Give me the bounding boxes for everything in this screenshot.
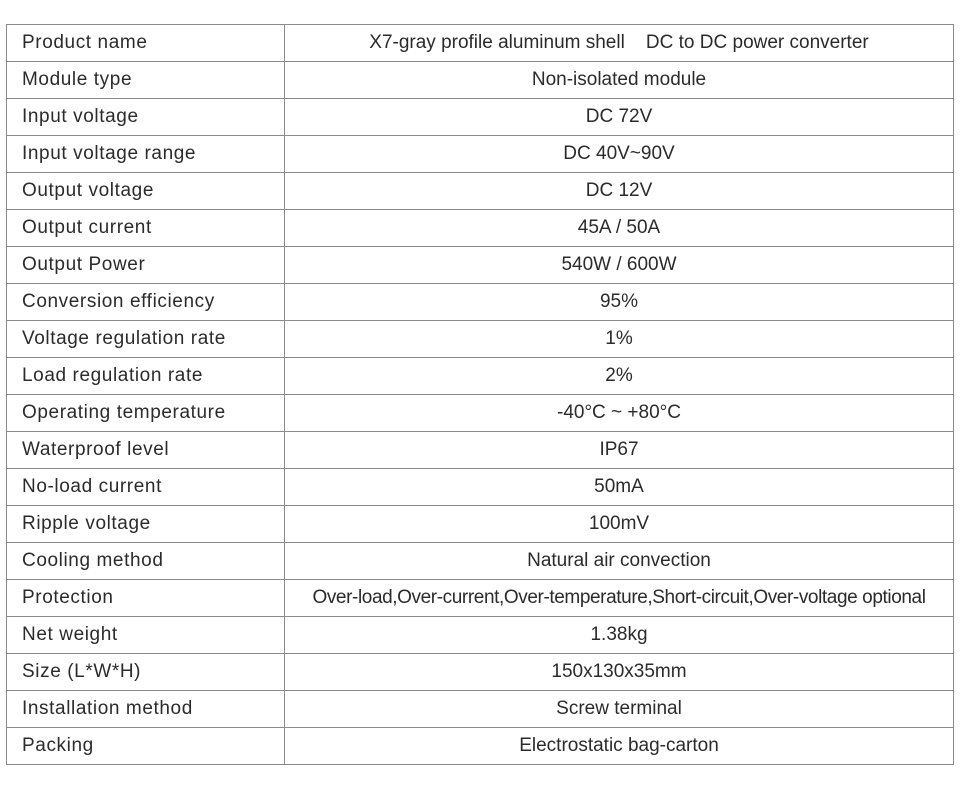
spec-value: 50mA [285, 469, 954, 506]
spec-value: 540W / 600W [285, 247, 954, 284]
spec-table [6, 24, 954, 765]
spec-value: 1% [285, 321, 954, 358]
spec-value: 95% [285, 284, 954, 321]
spec-label: Input voltage range [7, 136, 285, 173]
spec-value: DC 40V~90V [285, 136, 954, 173]
spec-value: IP67 [285, 432, 954, 469]
table-row [7, 99, 954, 136]
table-row [7, 284, 954, 321]
spec-value: DC 12V [285, 173, 954, 210]
spec-value: 1.38kg [285, 617, 954, 654]
spec-label: Size (L*W*H) [7, 654, 285, 691]
table-row [7, 691, 954, 728]
table-row [7, 469, 954, 506]
table-row [7, 173, 954, 210]
spec-label: Module type [7, 62, 285, 99]
table-row [7, 25, 954, 62]
spec-label: Cooling method [7, 543, 285, 580]
spec-value: DC 72V [285, 99, 954, 136]
spec-value: Over-load,Over-current,Over-temperature,Short-circuit,Over-voltage optional [285, 580, 954, 617]
table-row [7, 136, 954, 173]
table-row [7, 247, 954, 284]
table-row [7, 728, 954, 765]
spec-label: Output Power [7, 247, 285, 284]
spec-value: 150x130x35mm [285, 654, 954, 691]
spec-value: 45A / 50A [285, 210, 954, 247]
table-row [7, 506, 954, 543]
spec-label: Operating temperature [7, 395, 285, 432]
spec-label: Conversion efficiency [7, 284, 285, 321]
spec-value: 100mV [285, 506, 954, 543]
table-row [7, 654, 954, 691]
table-row [7, 321, 954, 358]
spec-value: Screw terminal [285, 691, 954, 728]
spec-label: Input voltage [7, 99, 285, 136]
spec-label: Output voltage [7, 173, 285, 210]
spec-label: No-load current [7, 469, 285, 506]
spec-value: -40°C ~ +80°C [285, 395, 954, 432]
spec-label: Ripple voltage [7, 506, 285, 543]
table-row [7, 617, 954, 654]
spec-value: Electrostatic bag-carton [285, 728, 954, 765]
spec-value: X7-gray profile aluminum shell DC to DC power converter [285, 25, 954, 62]
spec-label: Product name [7, 25, 285, 62]
spec-label: Voltage regulation rate [7, 321, 285, 358]
spec-label: Net weight [7, 617, 285, 654]
table-row [7, 210, 954, 247]
spec-value: Natural air convection [285, 543, 954, 580]
spec-value: Non-isolated module [285, 62, 954, 99]
spec-label: Packing [7, 728, 285, 765]
spec-value: 2% [285, 358, 954, 395]
spec-label: Output current [7, 210, 285, 247]
spec-label: Installation method [7, 691, 285, 728]
table-row [7, 395, 954, 432]
spec-label: Load regulation rate [7, 358, 285, 395]
table-row [7, 62, 954, 99]
table-row [7, 358, 954, 395]
table-row [7, 580, 954, 617]
table-row [7, 432, 954, 469]
spec-label: Protection [7, 580, 285, 617]
spec-label: Waterproof level [7, 432, 285, 469]
table-row [7, 543, 954, 580]
